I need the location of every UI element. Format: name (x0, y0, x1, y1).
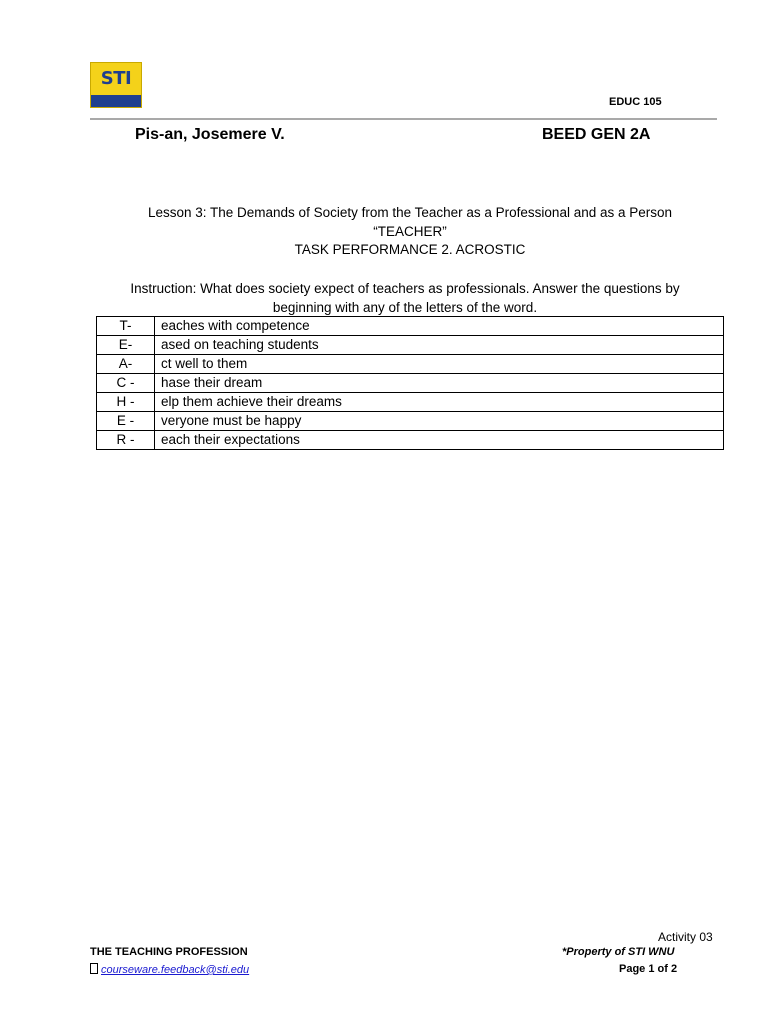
acrostic-letter: E - (97, 412, 155, 431)
table-row (97, 393, 724, 412)
table-row (97, 355, 724, 374)
acrostic-letter: R - (97, 431, 155, 450)
task-title: TASK PERFORMANCE 2. ACROSTIC (294, 242, 526, 257)
table-row (97, 317, 724, 336)
section-name: BEED GEN 2A (542, 126, 651, 143)
acrostic-letter: T- (97, 317, 155, 336)
page-number: Page 1 of 2 (619, 963, 678, 975)
acrostic-letter: C - (97, 374, 155, 393)
acrostic-table (96, 316, 724, 450)
feedback-email-link[interactable]: courseware.feedback@sti.edu (101, 964, 250, 976)
course-code: EDUC 105 (609, 96, 662, 108)
acrostic-letter: E- (97, 336, 155, 355)
acrostic-answer: veryone must be happy (155, 412, 724, 431)
acrostic-word: “TEACHER” (373, 224, 447, 239)
logo-band (91, 95, 141, 107)
sti-logo (90, 62, 142, 108)
student-name: Pis-an, Josemere V. (135, 126, 285, 143)
acrostic-letter: H - (97, 393, 155, 412)
acrostic-answer: ct well to them (155, 355, 724, 374)
acrostic-letter: A- (97, 355, 155, 374)
header-divider (90, 118, 717, 120)
table-row (97, 431, 724, 450)
acrostic-answer: each their expectations (155, 431, 724, 450)
acrostic-answer: hase their dream (155, 374, 724, 393)
property-notice: *Property of STI WNU (562, 946, 675, 958)
mail-icon (90, 963, 98, 974)
activity-number: Activity 03 (658, 930, 713, 944)
table-row (97, 374, 724, 393)
acrostic-answer: eaches with competence (155, 317, 724, 336)
footer-email (90, 963, 249, 976)
acrostic-answer: elp them achieve their dreams (155, 393, 724, 412)
logo-mark: STI (100, 68, 132, 89)
lesson-title: Lesson 3: The Demands of Society from the Teacher as a Professional and as a Person (147, 205, 673, 220)
instruction-text: Instruction: What does society expect of teachers as professionals. Answer the questions by beginning with any of the letters of the word. (130, 281, 680, 315)
table-row (97, 412, 724, 431)
table-row (97, 336, 724, 355)
acrostic-answer: ased on teaching students (155, 336, 724, 355)
footer-subject: THE TEACHING PROFESSION (90, 946, 248, 958)
